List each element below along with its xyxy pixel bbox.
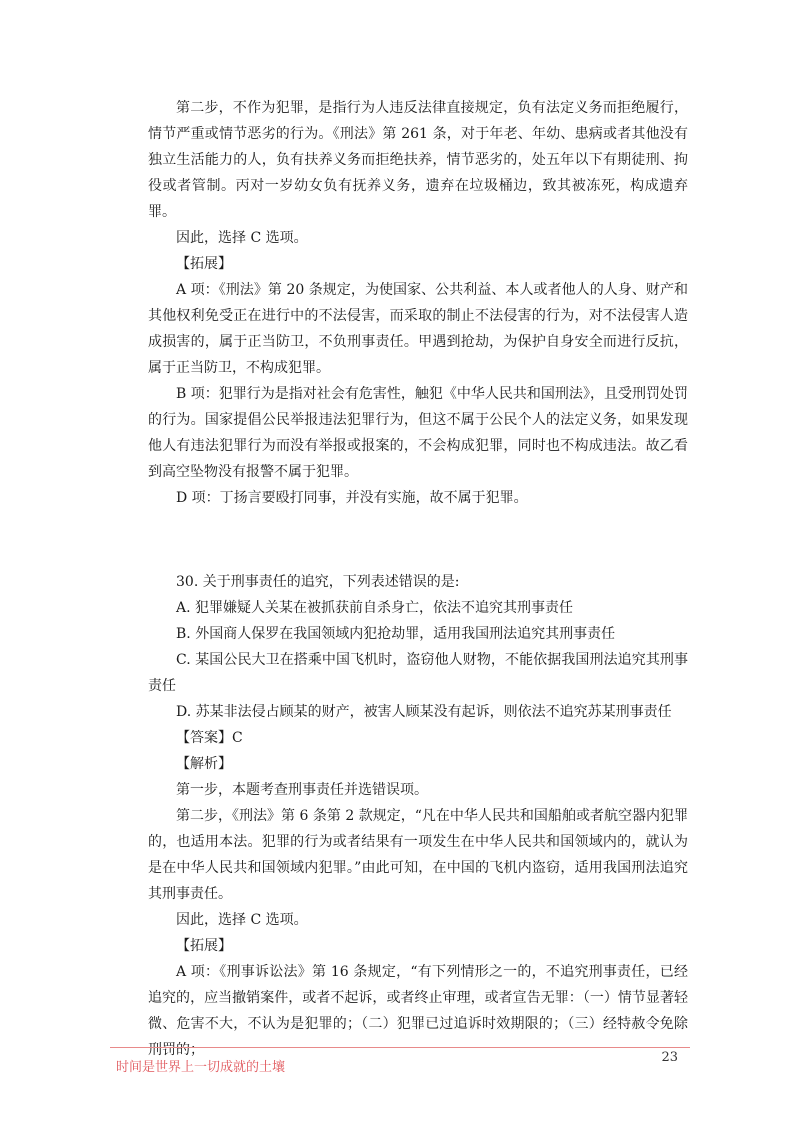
paragraph-p2: 因此，选择 C 选项。 bbox=[176, 230, 308, 246]
paragraph-p6: D 项：丁扬言要殴打同事，并没有实施，故不属于犯罪。 bbox=[176, 490, 528, 506]
paragraph-p1: 第二步，不作为犯罪，是指行为人违反法律直接规定，负有法定义务而拒绝履行，情节严重或情节恶劣的行为。《刑法》第 261 条，对于年老、年幼、患病或者其他没有独立生活能力的人，负有扶养义务而拒绝扶养，情节恶劣的，处五年以下有期徒刑、拘役或者管制。丙对一岁幼女负有抚养义务，遗弃在垃圾桶边，致其被冻死，构成遗弃罪。 bbox=[148, 100, 688, 220]
blank-line bbox=[148, 527, 688, 553]
paragraph-p9: B. 外国商人保罗在我国领域内犯抢劫罪，适用我国刑法追究其刑事责任 bbox=[176, 626, 616, 642]
footer-motto: 时间是世界上一切成就的土壤 bbox=[116, 1060, 286, 1075]
paragraph-p14: 第一步，本题考查刑事责任并选错误项。 bbox=[176, 782, 428, 798]
paragraph-p4: A 项：《刑法》第 20 条规定，为使国家、公共利益、本人或者他人的人身、财产和其他权利免受正在进行中的不法侵害，而采取的制止不法侵害的行为，对不法侵害人造成损害的，属于正当防卫，不负刑事责任。甲遇到抢劫，为保护自身安全而进行反抗，属于正当防卫，不构成犯罪。 bbox=[148, 282, 688, 376]
paragraph-p10: C. 某国公民大卫在搭乘中国飞机时，盗窃他人财物，不能依据我国刑法追究其刑事责任 bbox=[148, 652, 688, 694]
paragraph-p17: 【拓展】 bbox=[176, 938, 232, 954]
paragraph-p7: 30. 关于刑事责任的追究，下列表述错误的是: bbox=[176, 574, 460, 590]
paragraph-p8: A. 犯罪嫌疑人关某在被抓获前自杀身亡，依法不追究其刑事责任 bbox=[176, 600, 574, 616]
paragraph-p15: 第二步，《刑法》第 6 条第 2 款规定，“凡在中华人民共和国船舶或者航空器内犯罪的，也适用本法。犯罪的行为或者结果有一项发生在中华人民共和国领域内的，就认为是在中华人民共和国领域内犯罪。”由此可知，在中国的飞机内盗窃，适用我国刑法追究其刑事责任。 bbox=[148, 808, 688, 902]
paragraph-p13: 【解析】 bbox=[176, 756, 232, 772]
paragraph-p3: 【拓展】 bbox=[176, 256, 232, 272]
footer-divider bbox=[110, 1047, 690, 1048]
paragraph-p18: A 项：《刑事诉讼法》第 16 条规定，“有下列情形之一的，不追究刑事责任，已经追究的，应当撤销案件，或者不起诉，或者终止审理，或者宣告无罪：（一）情节显著轻微、危害不大，不认为是犯罪的；（二）犯罪已过追诉时效期限的；（三）经特赦令免除刑罚的； bbox=[148, 964, 688, 1058]
paragraph-p16: 因此，选择 C 选项。 bbox=[176, 912, 308, 928]
paragraph-p11: D. 苏某非法侵占顾某的财产，被害人顾某没有起诉，则依法不追究苏某刑事责任 bbox=[176, 704, 672, 720]
page-number: 23 bbox=[661, 1050, 678, 1065]
paragraph-p5: B 项：犯罪行为是指对社会有危害性，触犯《中华人民共和国刑法》，且受刑罚处罚的行为。国家提倡公民举报违法犯罪行为，但这不属于公民个人的法定义务，如果发现他人有违法犯罪行为而没有举报或报案的，不会构成犯罪，同时也不构成违法。故乙看到高空坠物没有报警不属于犯罪。 bbox=[148, 386, 688, 480]
paragraph-p12: 【答案】C bbox=[176, 730, 243, 746]
document-body bbox=[148, 95, 688, 1063]
